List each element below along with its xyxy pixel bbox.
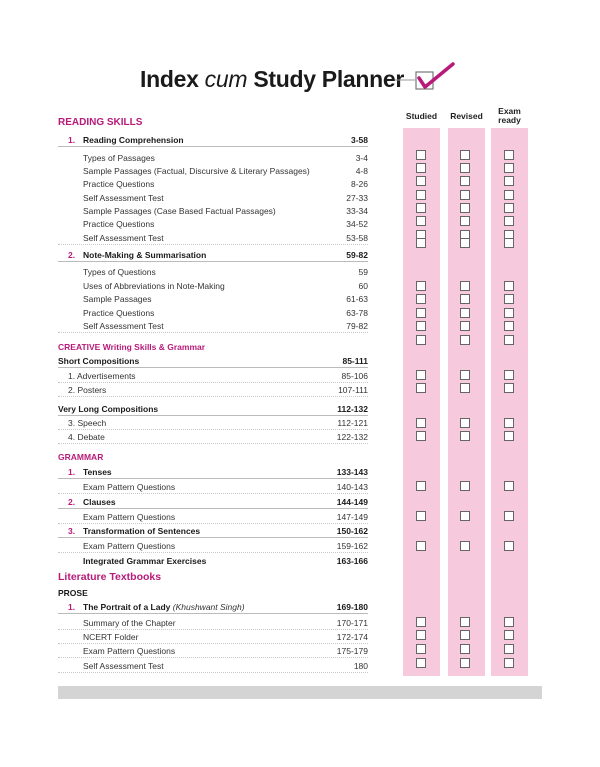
studied-checkbox-icon[interactable] xyxy=(416,190,426,200)
exam-ready-checkbox-icon[interactable] xyxy=(504,216,514,226)
list-item: Sample Passages (Factual, Discursive & Literary Passages) 4-8 xyxy=(83,166,368,176)
studied-checkbox-icon[interactable] xyxy=(416,511,426,521)
list-item: NCERT Folder 172-174 xyxy=(58,630,368,644)
list-item: 1. Advertisements 85-106 xyxy=(58,369,368,383)
list-item: 2. Posters 107-111 xyxy=(58,383,368,397)
list-item: 1. The Portrait of a Lady (Khushwant Singh) 169-180 xyxy=(58,600,368,614)
list-item: 2. Note-Making & Summarisation 59-82 xyxy=(58,248,368,262)
footer-bar xyxy=(58,686,542,699)
exam-ready-checkbox-icon[interactable] xyxy=(504,308,514,318)
revised-checkbox-icon[interactable] xyxy=(460,335,470,345)
studied-checkbox-icon[interactable] xyxy=(416,321,426,331)
list-item: 2. Clauses 144-149 xyxy=(58,495,368,509)
revised-checkbox-icon[interactable] xyxy=(460,511,470,521)
list-item: Practice Questions 63-78 xyxy=(83,308,368,318)
list-item: Very Long Compositions 112-132 xyxy=(58,404,368,414)
studied-checkbox-icon[interactable] xyxy=(416,335,426,345)
revised-checkbox-icon[interactable] xyxy=(460,321,470,331)
section-grammar: GRAMMAR xyxy=(58,452,104,462)
list-item: Uses of Abbreviations in Note-Making 60 xyxy=(83,281,368,291)
studied-checkbox-icon[interactable] xyxy=(416,216,426,226)
page-title: Index cum Study Planner xyxy=(140,66,405,92)
list-item: 3. Transformation of Sentences 150-162 xyxy=(58,524,368,538)
section-literature-textbooks: Literature Textbooks xyxy=(58,571,162,583)
studied-checkbox-icon[interactable] xyxy=(416,541,426,551)
studied-checkbox-icon[interactable] xyxy=(416,203,426,213)
exam-ready-checkbox-icon[interactable] xyxy=(504,431,514,441)
exam-ready-header: Exam ready xyxy=(498,106,521,125)
list-item: Types of Questions 59 xyxy=(83,267,368,277)
studied-checkbox-icon[interactable] xyxy=(416,481,426,491)
studied-checkbox-icon[interactable] xyxy=(416,418,426,428)
exam-ready-checkbox-icon[interactable] xyxy=(504,176,514,186)
exam-ready-checkbox-icon[interactable] xyxy=(504,238,514,248)
revised-checkbox-icon[interactable] xyxy=(460,281,470,291)
revised-checkbox-icon[interactable] xyxy=(460,238,470,248)
exam-ready-checkbox-icon[interactable] xyxy=(504,418,514,428)
list-item: Exam Pattern Questions 159-162 xyxy=(58,539,368,553)
revised-checkbox-icon[interactable] xyxy=(460,308,470,318)
revised-checkbox-icon[interactable] xyxy=(460,150,470,160)
list-item: Types of Passages 3-4 xyxy=(83,153,368,163)
revised-checkbox-icon[interactable] xyxy=(460,541,470,551)
exam-ready-checkbox-icon[interactable] xyxy=(504,150,514,160)
list-item: Exam Pattern Questions 175-179 xyxy=(58,644,368,658)
revised-checkbox-icon[interactable] xyxy=(460,630,470,640)
section-prose: PROSE xyxy=(58,588,88,598)
studied-checkbox-icon[interactable] xyxy=(416,163,426,173)
exam-ready-checkbox-icon[interactable] xyxy=(504,481,514,491)
revised-checkbox-icon[interactable] xyxy=(460,481,470,491)
list-item: Short Compositions 85-111 xyxy=(58,356,368,366)
section-creative-writing: CREATIVE Writing Skills & Grammar xyxy=(58,342,206,352)
revised-checkbox-icon[interactable] xyxy=(460,176,470,186)
exam-ready-checkbox-icon[interactable] xyxy=(504,617,514,627)
studied-checkbox-icon[interactable] xyxy=(416,150,426,160)
list-item: Summary of the Chapter 170-171 xyxy=(58,616,368,630)
studied-checkbox-icon[interactable] xyxy=(416,176,426,186)
revised-checkbox-icon[interactable] xyxy=(460,431,470,441)
list-item: Sample Passages (Case Based Factual Passages) 33-34 xyxy=(83,206,368,216)
studied-checkbox-icon[interactable] xyxy=(416,294,426,304)
studied-checkbox-icon[interactable] xyxy=(416,383,426,393)
exam-ready-checkbox-icon[interactable] xyxy=(504,203,514,213)
list-item: Self Assessment Test 53-58 xyxy=(58,231,368,245)
revised-checkbox-icon[interactable] xyxy=(460,163,470,173)
check-mark-box-icon xyxy=(395,60,457,94)
list-item: 3. Speech 112-121 xyxy=(58,416,368,430)
section-reading-skills: READING SKILLS xyxy=(58,117,143,128)
list-item: 4. Debate 122-132 xyxy=(58,430,368,444)
revised-checkbox-icon[interactable] xyxy=(460,383,470,393)
list-item: 1. Tenses 133-143 xyxy=(58,465,368,479)
studied-checkbox-icon[interactable] xyxy=(416,658,426,668)
revised-checkbox-icon[interactable] xyxy=(460,644,470,654)
exam-ready-checkbox-icon[interactable] xyxy=(504,630,514,640)
revised-checkbox-icon[interactable] xyxy=(460,658,470,668)
studied-checkbox-icon[interactable] xyxy=(416,281,426,291)
exam-ready-checkbox-icon[interactable] xyxy=(504,294,514,304)
list-item: Practice Questions 8-26 xyxy=(83,179,368,189)
exam-ready-checkbox-icon[interactable] xyxy=(504,383,514,393)
list-item: Integrated Grammar Exercises 163-166 xyxy=(83,556,368,566)
studied-checkbox-icon[interactable] xyxy=(416,308,426,318)
revised-checkbox-icon[interactable] xyxy=(460,418,470,428)
exam-ready-checkbox-icon[interactable] xyxy=(504,658,514,668)
list-item: Exam Pattern Questions 140-143 xyxy=(58,480,368,494)
revised-checkbox-icon[interactable] xyxy=(460,203,470,213)
list-item: Self Assessment Test 180 xyxy=(58,659,368,673)
exam-ready-checkbox-icon[interactable] xyxy=(504,511,514,521)
exam-ready-checkbox-icon[interactable] xyxy=(504,163,514,173)
revised-checkbox-icon[interactable] xyxy=(460,294,470,304)
exam-ready-checkbox-icon[interactable] xyxy=(504,370,514,380)
studied-header: Studied xyxy=(405,111,438,121)
exam-ready-checkbox-icon[interactable] xyxy=(504,541,514,551)
list-item: Sample Passages 61-63 xyxy=(83,294,368,304)
exam-ready-checkbox-icon[interactable] xyxy=(504,190,514,200)
exam-ready-checkbox-icon[interactable] xyxy=(504,644,514,654)
studied-checkbox-icon[interactable] xyxy=(416,617,426,627)
list-item: 1. Reading Comprehension 3-58 xyxy=(58,133,368,147)
revised-checkbox-icon[interactable] xyxy=(460,190,470,200)
revised-checkbox-icon[interactable] xyxy=(460,216,470,226)
list-item: Practice Questions 34-52 xyxy=(83,219,368,229)
exam-ready-checkbox-icon[interactable] xyxy=(504,335,514,345)
studied-checkbox-icon[interactable] xyxy=(416,238,426,248)
revised-checkbox-icon[interactable] xyxy=(460,617,470,627)
list-item: Self Assessment Test 79-82 xyxy=(58,319,368,333)
list-item: Exam Pattern Questions 147-149 xyxy=(58,510,368,524)
studied-checkbox-icon[interactable] xyxy=(416,630,426,640)
revised-header: Revised xyxy=(450,111,483,121)
list-item: Self Assessment Test 27-33 xyxy=(83,193,368,203)
revised-checkbox-icon[interactable] xyxy=(460,370,470,380)
exam-ready-checkbox-icon[interactable] xyxy=(504,321,514,331)
studied-checkbox-icon[interactable] xyxy=(416,370,426,380)
studied-checkbox-icon[interactable] xyxy=(416,644,426,654)
exam-ready-checkbox-icon[interactable] xyxy=(504,281,514,291)
studied-checkbox-icon[interactable] xyxy=(416,431,426,441)
